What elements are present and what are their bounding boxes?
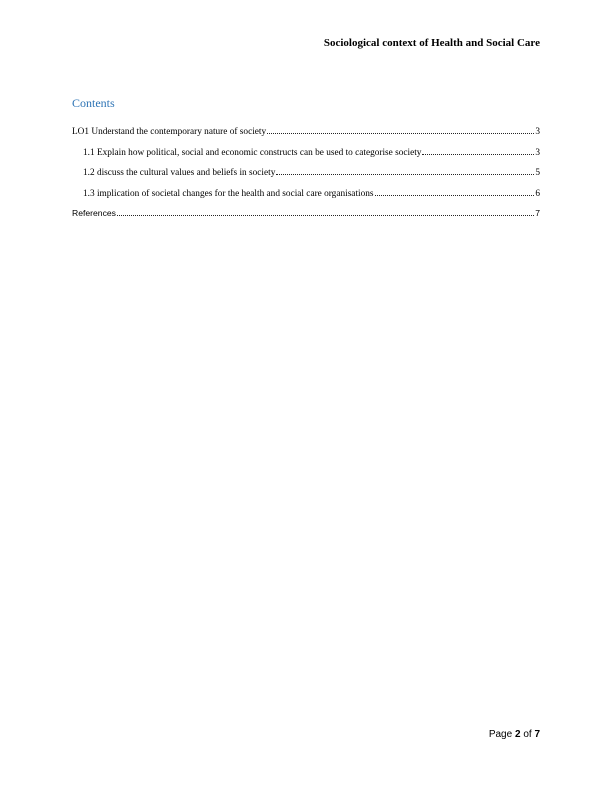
- toc-entry-text: 1.2 discuss the cultural values and beliefs in society: [83, 168, 276, 178]
- current-page-number: 2: [514, 729, 521, 740]
- table-of-contents: [72, 124, 540, 227]
- toc-entry-references[interactable]: [72, 206, 540, 227]
- toc-entry-page: 6: [535, 188, 540, 199]
- toc-entry-1-3[interactable]: [72, 186, 540, 207]
- contents-heading: Contents: [72, 96, 115, 110]
- toc-entry-text: 1.3 implication of societal changes for the health and social care organisations: [83, 188, 374, 199]
- toc-dot-leader: [267, 124, 534, 134]
- toc-dot-leader: [117, 206, 534, 216]
- toc-dot-leader: [375, 186, 535, 196]
- page-number-footer: [489, 729, 540, 740]
- toc-entry-text: LO1 Understand the contemporary nature of society: [72, 127, 267, 137]
- toc-entry-1-2[interactable]: [72, 165, 540, 186]
- toc-dot-leader: [276, 165, 534, 175]
- of-label: of: [523, 729, 532, 740]
- toc-entry-lo1[interactable]: [72, 124, 540, 145]
- toc-entry-text: References: [72, 208, 116, 218]
- running-header-title: Sociological context of Health and Social Care: [323, 37, 540, 49]
- page-label: Page: [488, 729, 513, 740]
- total-page-number: 7: [534, 729, 540, 740]
- toc-dot-leader: [422, 145, 534, 155]
- toc-entry-page: 7: [535, 208, 540, 218]
- toc-entry-page: 3: [535, 147, 540, 158]
- toc-entry-page: 5: [535, 168, 540, 178]
- toc-entry-text: 1.1 Explain how political, social and economic constructs can be used to categorise society: [83, 147, 422, 158]
- toc-entry-page: 3: [535, 127, 540, 137]
- toc-entry-1-1[interactable]: [72, 145, 540, 166]
